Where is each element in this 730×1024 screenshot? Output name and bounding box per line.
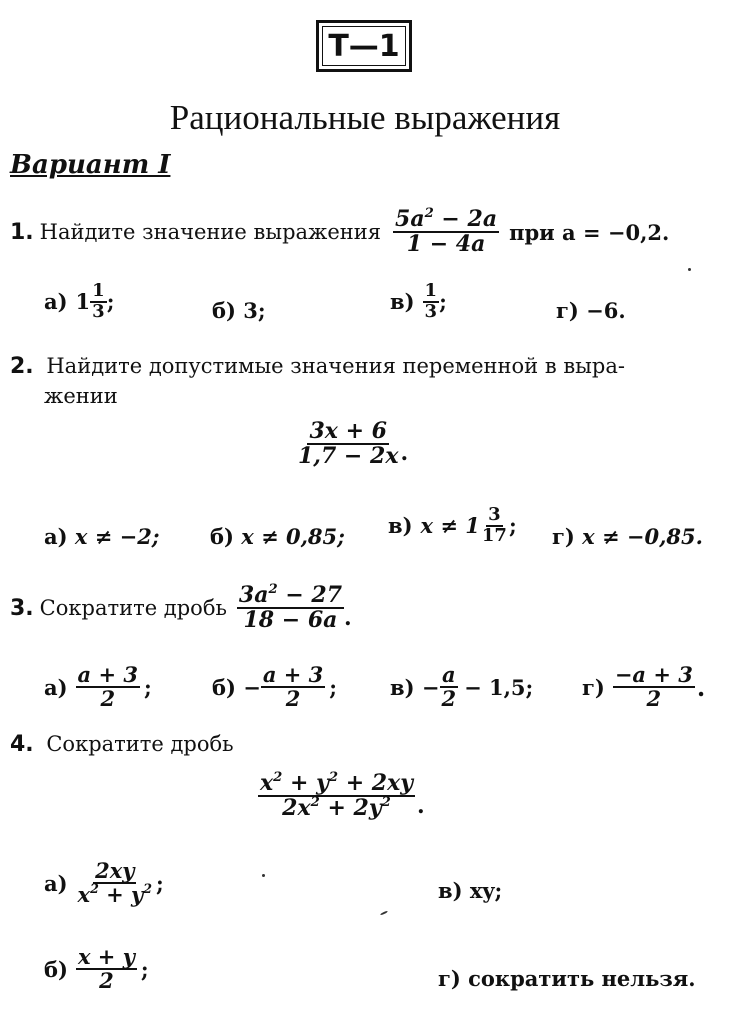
task-1-denominator: 1 − 4a <box>406 231 486 258</box>
task-3-answer-a: а) $\frac{a + 3}{2}$ ; <box>44 662 152 712</box>
task-3-numerator: $3a^2 - 27$ <box>238 581 343 608</box>
task-2-answer-b: б) x ≠ 0,85; <box>210 524 345 549</box>
task-1-text: Найдите значение выражения <box>39 220 382 245</box>
task-4-denominator: $2x^2 + 2y^2$ <box>282 794 391 822</box>
task-2-expression: $\frac{3x + 6}{1,7 - 2x}$ . <box>298 418 409 470</box>
task-1-numerator: $5a^2 - 2a$ <box>395 205 498 232</box>
task-4-answer-g: г) сократить нельзя. <box>438 966 696 991</box>
task-3-answer-b: б) − $\frac{a + 3}{2}$ ; <box>212 662 338 712</box>
task-4 <box>10 732 234 757</box>
task-3-number: 3. <box>10 595 34 621</box>
variant-heading: Вариант I <box>10 150 171 180</box>
task-1 <box>10 205 670 258</box>
task-3: 3. Сократите дробь $\frac{3a^2 - 27}{18 - 6a}$ . <box>10 581 352 634</box>
page-title: Рациональные выражения <box>169 98 561 137</box>
task-3-denominator: 18 − 6a <box>243 607 338 634</box>
scan-speck <box>262 874 265 877</box>
task-3-answer-g: г) $\frac{-a + 3}{2}$ . <box>582 662 706 712</box>
task-2-denominator: 1,7 − 2x <box>298 443 399 470</box>
task-2-answer-a: а) x ≠ −2; <box>44 524 160 549</box>
task-2-answer-g: г) x ≠ −0,85. <box>552 524 703 549</box>
test-badge-label: Т—1 <box>322 26 406 66</box>
task-3-text: Сократите дробь <box>39 596 227 621</box>
scan-speck <box>688 268 691 271</box>
task-1-answer-a: а) 1 $\frac{1}{3}$ ; <box>44 280 115 322</box>
task-4-answer-a: а) $\frac{2xy}{x^2 + y^2}$ ; <box>44 858 164 908</box>
task-4-answer-b: б) $\frac{x + y}{2}$ ; <box>44 944 149 994</box>
task-2-answer-v: в) x ≠ 1 $\frac{3}{17}$ ; <box>388 504 517 546</box>
task-2 <box>10 354 625 379</box>
task-4-expression: $\frac{x^2 + y^2 + 2xy}{2x^2 + 2y^2}$ . <box>260 769 425 822</box>
task-2-line-1: Найдите допустимые значения переменной в выра- <box>46 354 625 378</box>
task-2-line-2: жении <box>44 384 118 408</box>
task-1-number: 1. <box>10 219 34 245</box>
task-4-text: Сократите дробь <box>46 732 234 756</box>
task-4-answer-v: в) xy; <box>438 878 503 903</box>
task-1-answer-g: г) −6. <box>556 298 626 323</box>
task-3-answer-v: в) − $\frac{a}{2}$ − 1,5; <box>390 662 534 712</box>
task-4-number: 4. <box>10 732 34 757</box>
task-4-numerator: $x^2 + y^2 + 2xy$ <box>260 769 414 796</box>
task-1-answer-v: в) $\frac{1}{3}$ ; <box>390 280 447 322</box>
task-3-expression <box>237 581 344 634</box>
task-2-numerator: 3x + 6 <box>309 418 387 444</box>
scan-speck <box>380 910 388 915</box>
task-1-answer-b: б) 3; <box>212 298 266 323</box>
test-badge <box>316 20 412 72</box>
task-1-expression <box>393 205 499 258</box>
task-1-condition: при a = −0,2. <box>509 219 670 245</box>
task-2-number: 2. <box>10 354 34 379</box>
